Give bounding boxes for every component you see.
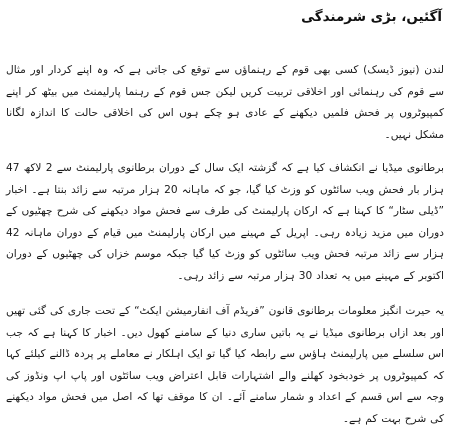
article-headline: [6, 0, 444, 28]
headline-tail: آگئیں، بڑی شرمندگی: [301, 9, 442, 25]
article-paragraph-3: یہ حیرت انگیز معلومات برطانوی قانون ”فریڈم آف انفارمیشن ایکٹ“ کے تحت جاری کی گئی تھیں اور بعد ازاں برطانوی میڈیا نے یہ باتیں ساری دنیا کے سامنے کھول دیں۔ اخبار کا کہنا ہے کہ جب اس سلسلے میں پارلیمنٹ ہاؤس سے رابطہ کیا گیا تو ایک اہلکار نے معاملے پر پردہ ڈالنے کیلئے کہا کہ کمپیوٹروں پر خودبخود کھلنے والے اشتہارات قابل اعتراض ویب سائٹوں اور پاپ اپ ونڈوز کی وجہ سے اس قسم کے اعداد و شمار سامنے آئے۔ ان کا موقف تھا کہ اصل میں فحش مواد دیکھنے کی شرح بہت کم ہے۔: [6, 305, 444, 425]
article-paragraph-2: برطانوی میڈیا نے انکشاف کیا ہے کہ گزشتہ ایک سال کے دوران برطانوی پارلیمنٹ سے 2 لاکھ 47 ہزار بار فحش ویب سائٹوں کو وزٹ کیا گیا، جو کہ ماہانہ 20 ہزار مرتبہ سے زائد بنتا ہے۔ اخبار ”ڈیلی سٹار“ کا کہنا ہے کہ ارکان پارلیمنٹ کی طرف سے فحش مواد دیکھنے کی شرح چھٹیوں کے دوران میں مزید زیادہ رہی۔ اپریل کے مہینے میں ارکان پارلیمنٹ میں قیام کے دوران ماہانہ 42 ہزار سے زائد مرتبہ فحش ویب سائٹوں کو وزٹ کیا گیا جبکہ موسم خزاں کی چھٹیوں کے دوران اکتوبر کے مہینے میں یہ تعداد 30 ہزار مرتبہ سے زائد رہی۔: [6, 162, 445, 282]
article-paragraph-1: لندن (نیوز ڈیسک) کسی بھی قوم کے رہنماؤں سے توقع کی جاتی ہے کہ وہ اپنے کردار اور مثال سے قوم کی رہنمائی اور اخلاقی تربیت کریں لیکن جس قوم کے رہنما پارلیمنٹ میں بیٹھ کر اپنے کمپیوٹروں پر فحش فلمیں دیکھنے کے عادی ہو چکے ہوں اس کی اخلاقی حالت کا اندازہ لگانا مشکل نہیں۔: [6, 64, 444, 141]
